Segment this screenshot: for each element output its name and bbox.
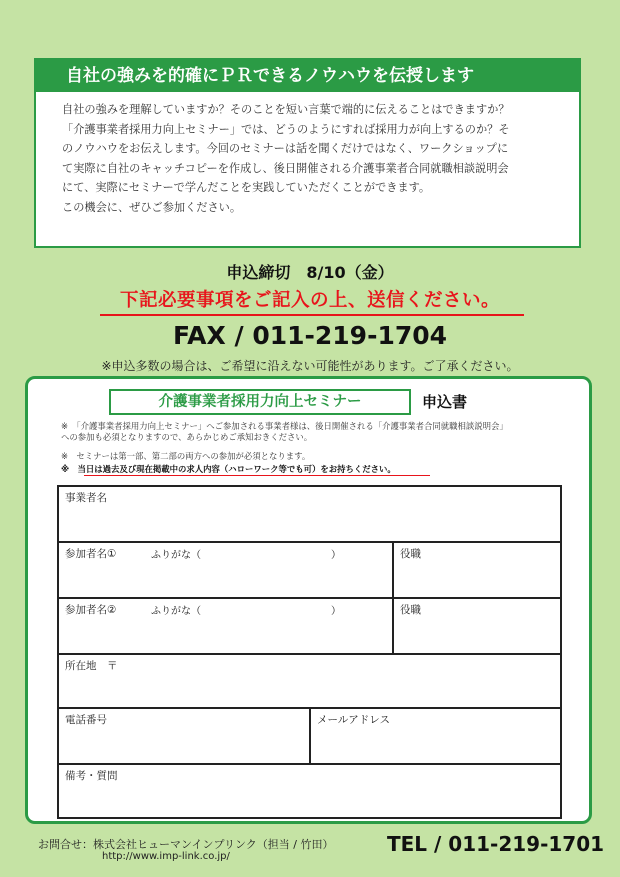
address-field[interactable]: [59, 655, 560, 709]
form-note-3: ※ 当日は過去及び現在掲載中の求人内容（ハローワーク等でも可）をお持ちください。: [61, 464, 396, 474]
intro-heading: 自社の強みを的確にＰＲできるノウハウを伝授します: [36, 60, 579, 92]
form-note-underline: [84, 475, 430, 476]
participant2-position-field[interactable]: [394, 599, 560, 655]
tel-number: TEL / 011-219-1701: [387, 832, 605, 856]
intro-box: [34, 58, 581, 248]
form-title-suffix: 申込書: [422, 393, 468, 411]
participant1-label: 参加者名①: [65, 548, 117, 560]
participant1-furigana: ふりがな（ ）: [151, 550, 341, 561]
remarks-label: 備考・質問: [65, 770, 118, 782]
remarks-field[interactable]: [59, 765, 560, 817]
contact-info: お問合せ：株式会社ヒューマンインプリンク（担当 / 竹田）: [38, 838, 334, 851]
notice-underline: [100, 314, 524, 316]
fax-number: FAX / 011-219-1704: [172, 321, 448, 350]
participant2-label: 参加者名②: [65, 604, 117, 616]
email-field[interactable]: [311, 709, 560, 765]
website-link[interactable]: http://www.imp-link.co.jp/: [102, 851, 230, 862]
deadline-text: 申込締切 8/10（金）: [226, 263, 394, 282]
participant2-furigana: ふりがな（ ）: [151, 606, 341, 617]
participant1-position-field[interactable]: [394, 543, 560, 599]
participant1-position-label: 役職: [400, 548, 421, 560]
email-label: メールアドレス: [317, 714, 390, 726]
company-field[interactable]: [59, 487, 560, 543]
phone-label: 電話番号: [65, 714, 107, 726]
participant2-position-label: 役職: [400, 604, 421, 616]
company-label: 事業者名: [65, 492, 107, 504]
fax-note: ※申込多数の場合は、ご希望に沿えない可能性があります。ご了承ください。: [101, 359, 519, 373]
address-label: 所在地 〒: [65, 660, 118, 672]
application-form: [25, 376, 592, 824]
participant1-name-field[interactable]: [59, 543, 394, 599]
submit-notice: 下記必要事項をご記入の上、送信ください。: [119, 290, 500, 311]
form-title: 介護事業者採用力向上セミナー: [109, 389, 411, 415]
intro-body: 自社の強みを理解していますか？そのことを短い言葉で端的に伝えることはできますか？ 「介護事業者採用力向上セミナー」では、どうのようにすれば採用力が向上するのか？そ のノウハウをお伝えします。今回のセミナーは話を聞くだけではなく、ワークショップに て実際に自社のキャッチコピーを作成し、後日開催される介護事業者合同就職相談説明会 にて、実際にセミナーで学んだことを実践していただくことができます。 この機会に、ぜひご参加ください。: [62, 103, 510, 214]
participant2-name-field[interactable]: [59, 599, 394, 655]
form-note-1: ※ 「介護事業者採用力向上セミナー」へご参加される事業者様は、後日開催される「介護事業者合同就職相談説明会」 への参加も必須となりますので、あらかじめご承知おきください。: [61, 421, 508, 442]
phone-field[interactable]: [59, 709, 311, 765]
form-note-2: ※ セミナーは第一部、第二部の両方への参加が必須となります。: [61, 451, 311, 461]
form-table: [57, 485, 562, 819]
